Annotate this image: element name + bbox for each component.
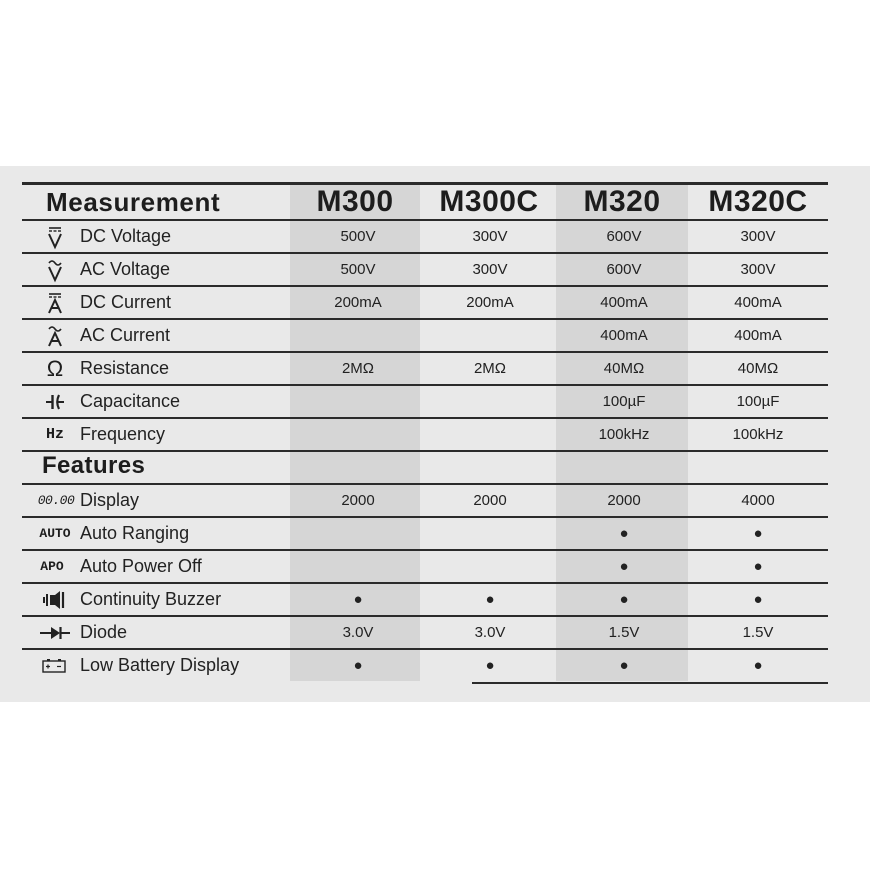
row-label: Low Battery Display <box>80 655 240 675</box>
cell-m300: ● <box>353 657 363 674</box>
row-label: AC Voltage <box>80 259 171 279</box>
table-row-low-battery <box>0 649 870 682</box>
cell-m320c: ● <box>753 657 763 674</box>
cell-m300: ● <box>353 591 363 608</box>
cell-m300 <box>290 550 426 583</box>
features-title: Features <box>42 452 146 479</box>
cell-m320: 400mA <box>600 327 648 344</box>
auto-ranging-icon: AUTO <box>39 526 71 541</box>
cell-m320: 2000 <box>607 492 641 509</box>
table-row-auto-power-off <box>0 550 870 583</box>
row-label: DC Voltage <box>80 226 172 246</box>
ac-current-icon <box>38 319 72 352</box>
table-row-resistance <box>0 352 870 385</box>
table-rule <box>472 682 828 684</box>
cell-m320c: ● <box>753 525 763 542</box>
table-row-capacitance <box>0 385 870 418</box>
cell-m320c: 400mA <box>734 327 782 344</box>
cell-m300c: 3.0V <box>474 624 506 641</box>
auto-power-off-icon: APO <box>40 559 64 574</box>
cell-m320: 400mA <box>600 294 648 311</box>
cell-m320c: 300V <box>740 261 776 278</box>
cell-m300c: ● <box>485 657 495 674</box>
table-row-dc-current <box>0 286 870 319</box>
cell-m300c: 2MΩ <box>473 360 507 377</box>
ac-voltage-icon <box>38 253 72 286</box>
cell-m300c: 300V <box>472 261 508 278</box>
cell-m320c: 40MΩ <box>737 360 779 377</box>
frequency-icon: Hz <box>45 426 64 443</box>
cell-m300c <box>422 550 558 583</box>
table-row-ac-voltage <box>0 253 870 286</box>
cell-m300: 2000 <box>341 492 375 509</box>
table-row-frequency <box>0 418 870 451</box>
row-label: Diode <box>80 622 128 642</box>
diode-icon <box>38 616 72 649</box>
cell-m320: ● <box>619 525 629 542</box>
dc-voltage-icon <box>38 220 72 253</box>
table-rule <box>22 182 828 185</box>
model-header-m320: M320 <box>583 185 661 218</box>
cell-m300c: 300V <box>472 228 508 245</box>
cell-m320c: 100kHz <box>732 426 784 443</box>
row-label: Auto Power Off <box>80 556 202 576</box>
cell-m320c: ● <box>753 558 763 575</box>
continuity-buzzer-icon <box>38 583 72 616</box>
cell-m300 <box>290 418 426 451</box>
row-label: DC Current <box>80 292 172 312</box>
cell-m320: 600V <box>606 228 642 245</box>
cell-m300c: 200mA <box>466 294 514 311</box>
cell-m320c: 4000 <box>741 492 775 509</box>
table-row-auto-ranging <box>0 517 870 550</box>
model-header-m300c: M300C <box>439 185 539 218</box>
model-header-m300: M300 <box>316 185 394 218</box>
low-battery-icon <box>38 649 72 682</box>
row-label: Frequency <box>80 424 166 444</box>
model-header-m320c: M320C <box>708 185 808 218</box>
cell-m320: ● <box>619 591 629 608</box>
table-row-dc-voltage <box>0 220 870 253</box>
cell-m300: 200mA <box>334 294 382 311</box>
row-label: AC Current <box>80 325 171 345</box>
cell-m320: 100kHz <box>598 426 650 443</box>
row-label: Capacitance <box>80 391 181 411</box>
cell-m320c: 100µF <box>736 393 780 410</box>
cell-m320c: ● <box>753 591 763 608</box>
cell-m300: 2MΩ <box>341 360 375 377</box>
capacitance-icon <box>38 385 72 418</box>
row-label: Resistance <box>80 358 170 378</box>
display-icon: 00.00 <box>37 493 75 508</box>
cell-m300c <box>422 418 558 451</box>
table-row-ac-current <box>0 319 870 352</box>
cell-m300 <box>290 385 426 418</box>
table-row-display <box>0 484 870 517</box>
row-label: Display <box>80 490 140 510</box>
cell-m320c: 400mA <box>734 294 782 311</box>
cell-m300 <box>290 319 426 352</box>
cell-m300c: 2000 <box>473 492 507 509</box>
row-label: Auto Ranging <box>80 523 190 543</box>
measurement-title: Measurement <box>46 187 221 217</box>
cell-m320c: 300V <box>740 228 776 245</box>
row-label: Continuity Buzzer <box>80 589 222 609</box>
cell-m320: ● <box>619 657 629 674</box>
cell-m320: 40MΩ <box>603 360 645 377</box>
cell-m300: 500V <box>340 228 376 245</box>
resistance-icon: Ω <box>46 355 64 381</box>
cell-m320: 600V <box>606 261 642 278</box>
cell-m300c <box>422 517 558 550</box>
cell-m300c <box>422 385 558 418</box>
cell-m320c: 1.5V <box>742 624 774 641</box>
cell-m300 <box>290 517 426 550</box>
cell-m300: 500V <box>340 261 376 278</box>
cell-m320: 1.5V <box>608 624 640 641</box>
cell-m300: 3.0V <box>342 624 374 641</box>
dc-current-icon <box>38 286 72 319</box>
cell-m320: ● <box>619 558 629 575</box>
cell-m300c: ● <box>485 591 495 608</box>
table-row-diode <box>0 616 870 649</box>
table-row-continuity-buzzer <box>0 583 870 616</box>
cell-m320: 100µF <box>602 393 646 410</box>
cell-m300c <box>422 319 558 352</box>
